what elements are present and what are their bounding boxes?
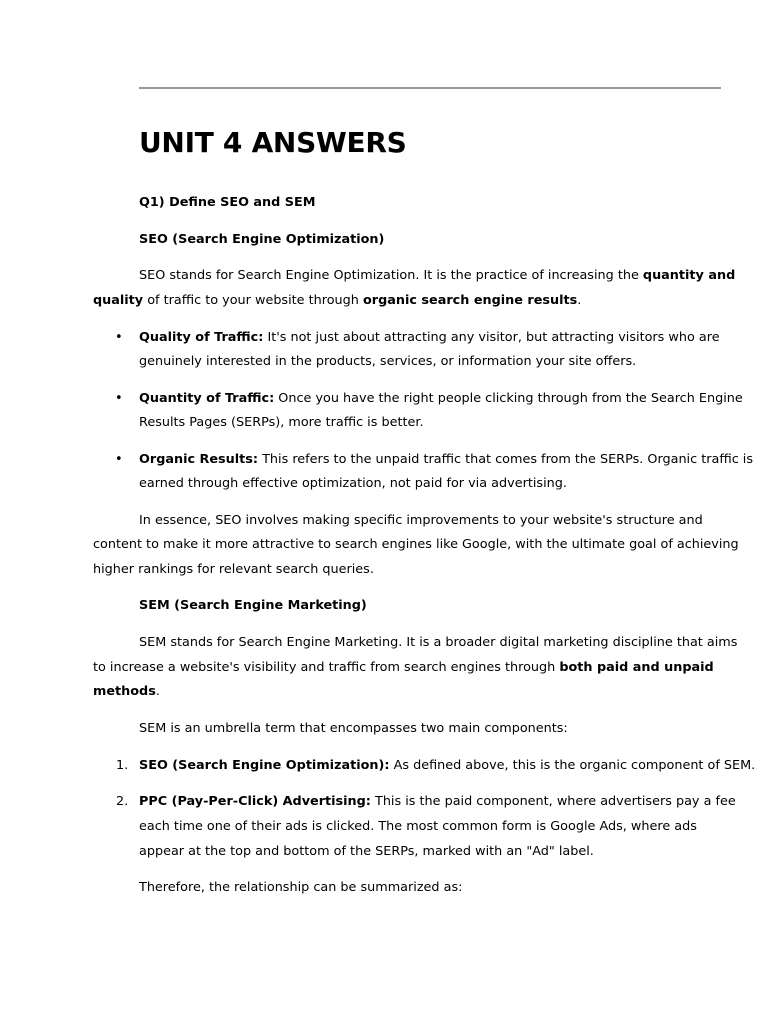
bullet-marker: • xyxy=(115,330,123,345)
numbered-seo-line-1: SEO (Search Engine Optimization): As defined above, this is the organic component of SEM. xyxy=(139,758,756,773)
umbrella-text: SEM is an umbrella term that encompasses two main components: xyxy=(139,721,568,736)
bullet-quantity-line-2: Results Pages (SERPs), more traffic is better. xyxy=(139,415,424,430)
sem-paragraph-line-3: methods. xyxy=(93,684,160,699)
essence-line-1: In essence, SEO involves making specific improvements to your website's structure and xyxy=(139,513,703,528)
question-heading: Q1) Define SEO and SEM xyxy=(139,195,316,210)
page-title: UNIT 4 ANSWERS xyxy=(139,126,407,159)
numbered-ppc-line-1: PPC (Pay-Per-Click) Advertising: This is the paid component, where advertisers pay a fee xyxy=(139,794,736,809)
sem-paragraph-line-2: to increase a website's visibility and traffic from search engines through both paid and unpaid xyxy=(93,660,714,675)
bullet-marker: • xyxy=(115,391,123,406)
bullet-quality-line-2: genuinely interested in the products, services, or information your site offers. xyxy=(139,354,637,369)
essence-line-3: higher rankings for relevant search queries. xyxy=(93,562,374,577)
list-number: 2. xyxy=(116,794,129,809)
seo-heading: SEO (Search Engine Optimization) xyxy=(139,232,385,247)
bullet-quality-line-1: Quality of Traffic: It's not just about attracting any visitor, but attracting visitors who are xyxy=(139,330,720,345)
seo-paragraph-line-1: SEO stands for Search Engine Optimization. It is the practice of increasing the quantity and xyxy=(139,268,736,283)
seo-paragraph-line-2: quality of traffic to your website through organic search engine results. xyxy=(93,293,582,308)
header-rule xyxy=(139,87,721,89)
list-number: 1. xyxy=(116,758,129,773)
therefore-text: Therefore, the relationship can be summarized as: xyxy=(139,880,463,895)
bullet-organic-line-1: Organic Results: This refers to the unpaid traffic that comes from the SERPs. Organic traffic is xyxy=(139,452,754,467)
numbered-ppc-line-2: each time one of their ads is clicked. The most common form is Google Ads, where ads xyxy=(139,819,697,834)
sem-paragraph-line-1: SEM stands for Search Engine Marketing. It is a broader digital marketing discipline that aims xyxy=(139,635,738,650)
numbered-ppc-line-3: appear at the top and bottom of the SERPs, marked with an "Ad" label. xyxy=(139,844,594,859)
sem-heading: SEM (Search Engine Marketing) xyxy=(139,598,367,613)
bullet-organic-line-2: earned through effective optimization, not paid for via advertising. xyxy=(139,476,567,491)
essence-line-2: content to make it more attractive to search engines like Google, with the ultimate goal of achieving xyxy=(93,537,739,552)
bullet-marker: • xyxy=(115,452,123,467)
bullet-quantity-line-1: Quantity of Traffic: Once you have the right people clicking through from the Search Engine xyxy=(139,391,743,406)
